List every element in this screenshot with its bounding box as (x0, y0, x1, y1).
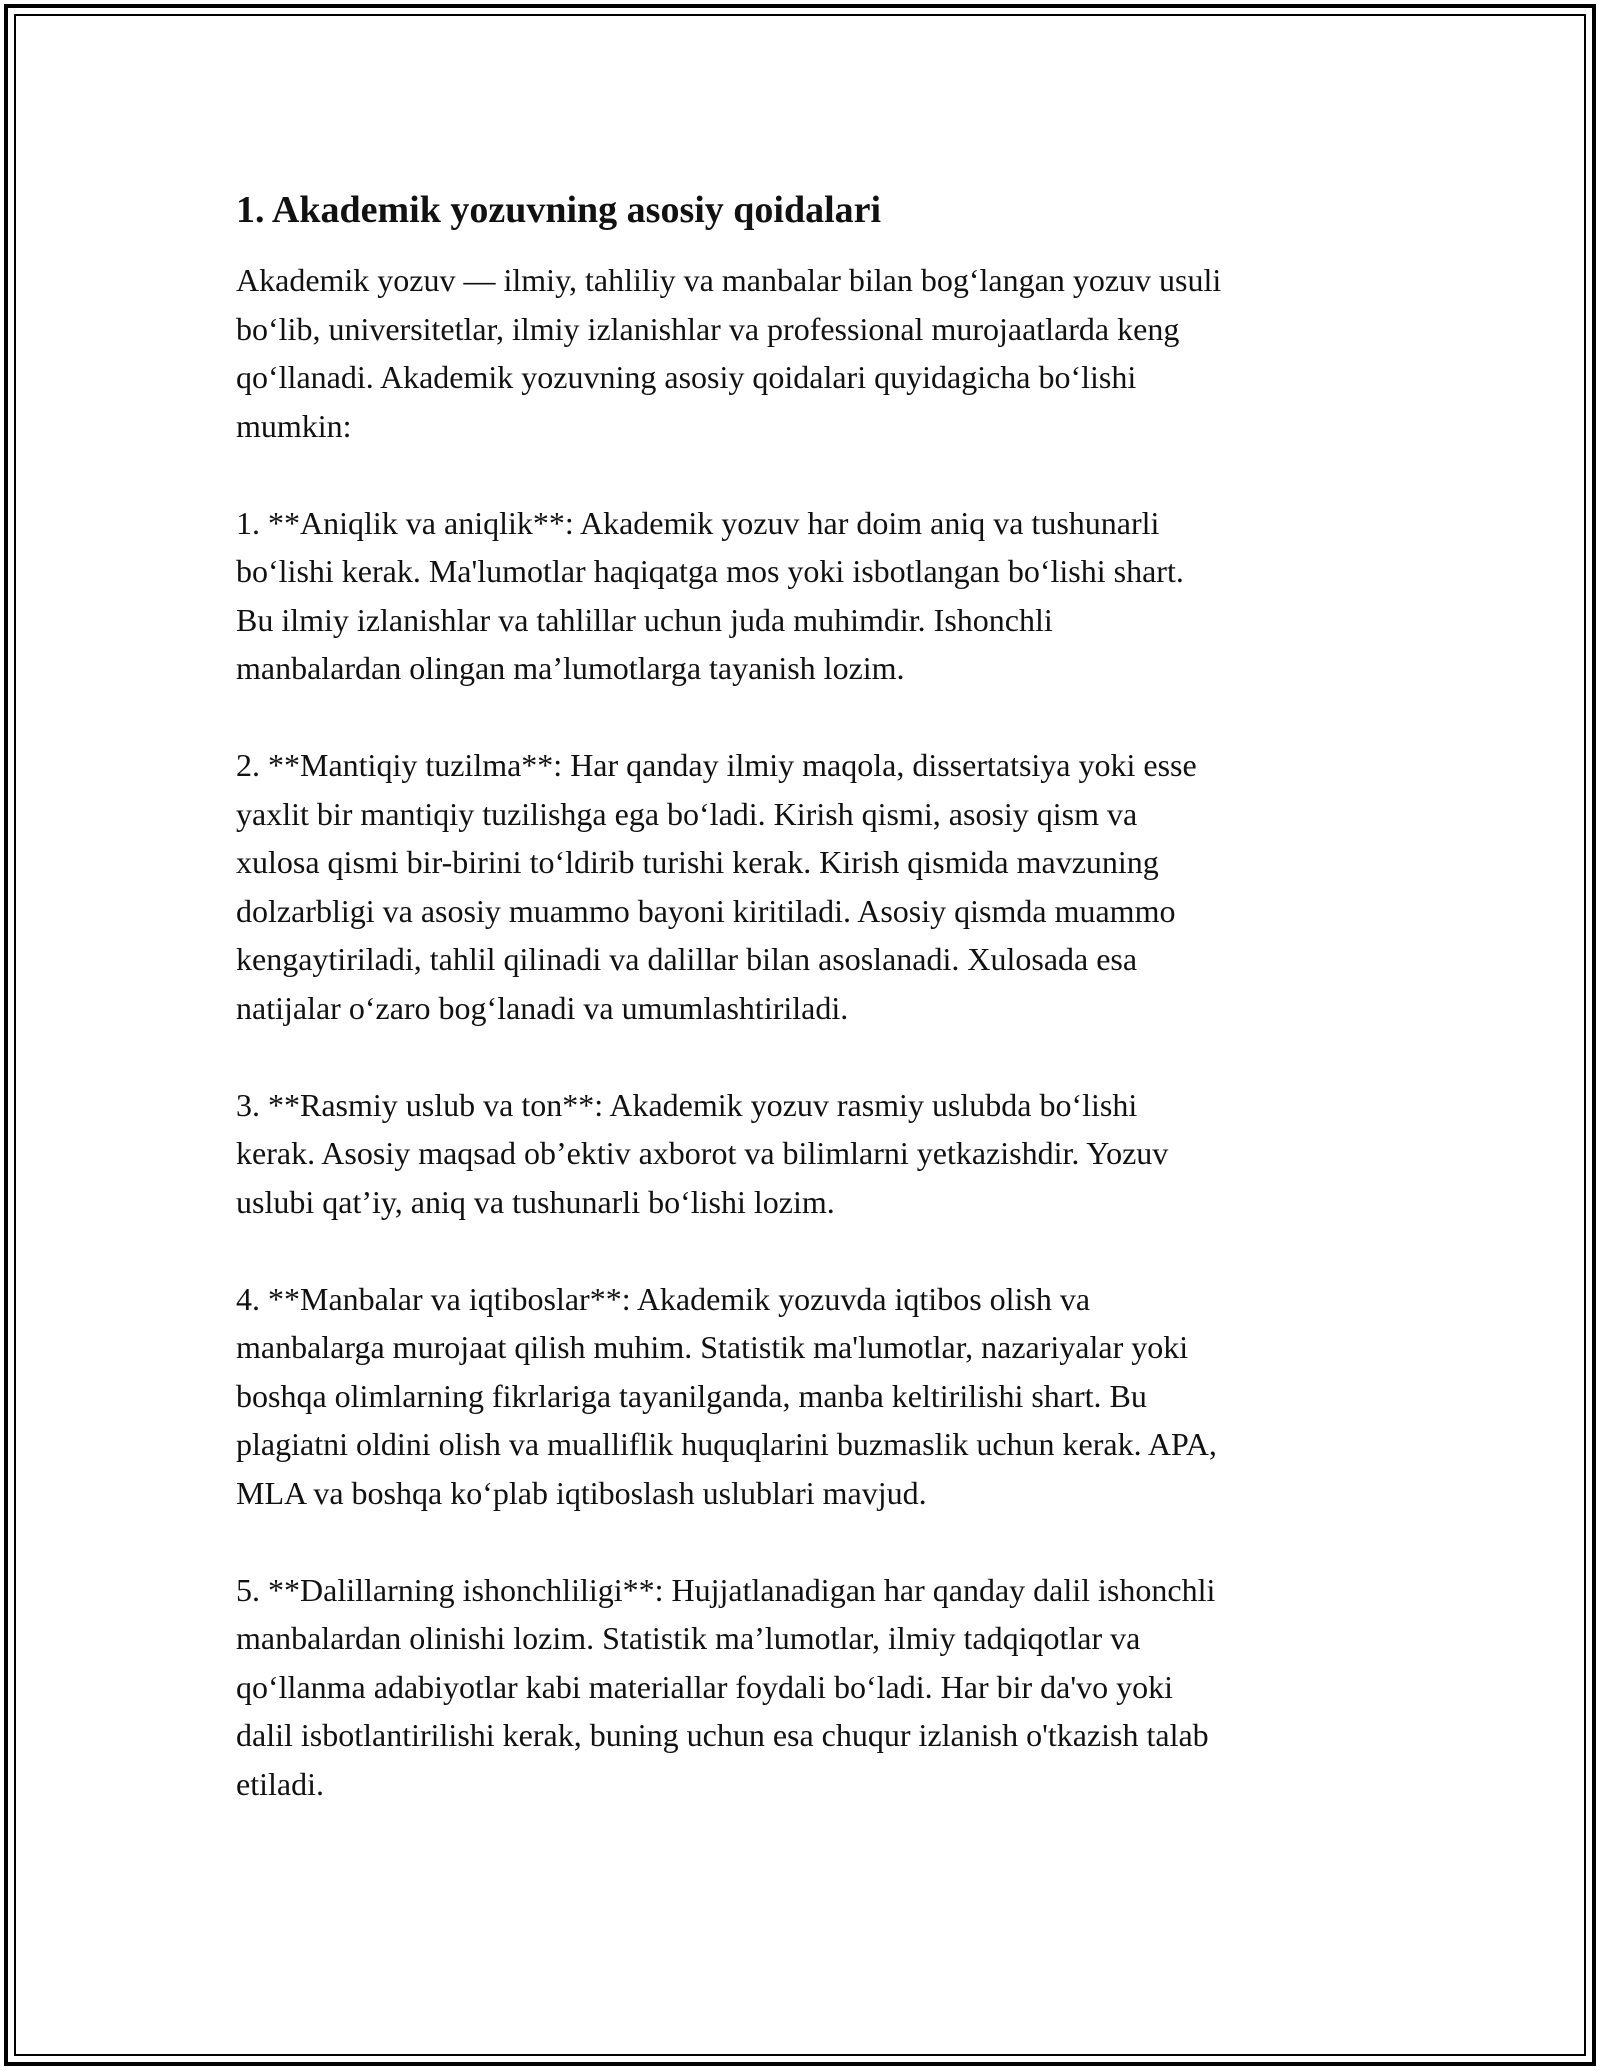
list-item-evidence-reliability: 5. **Dalillarning ishonchliligi**: Hujjatlanadigan har qanday dalil ishonchli manbalardan olinishi lozim. Statistik ma’lumotlar, ilmiy tadqiqotlar va qo‘llanma adabiyotlar kabi materiallar foydali bo‘ladi. Har bir da'vo yoki dalil isbotlantirilishi kerak, buning uchun esa chuqur izlanish o'tkazish talab etiladi. (236, 1571, 1216, 1802)
list-item-logical-structure: 2. **Mantiqiy tuzilma**: Har qanday ilmiy maqola, dissertatsiya yoki esse yaxlit bir mantiqiy tuzilishga ega bo‘ladi. Kirish qismi, asosiy qism va xulosa qismi bir-birini to‘ldirib turishi kerak. Kirish qismida mavzuning dolzarbligi va asosiy muammo bayoni kiritiladi. Asosiy qismda muammo kengaytiriladi, tahlil qilinadi va dalillar bilan asoslanadi. Xulosada esa natijalar o‘zaro bog‘lanadi va umumlashtiriladi. (236, 747, 1197, 1026)
intro-paragraph: Akademik yozuv — ilmiy, tahliliy va manbalar bilan bog‘langan yozuv usuli bo‘lib, universitetlar, ilmiy izlanishlar va professional murojaatlarda keng qo‘llanadi. Akademik yozuvning asosiy qoidalari quyidagicha bo‘lishi mumkin: (236, 262, 1222, 444)
list-item-sources-citations: 4. **Manbalar va iqtiboslar**: Akademik yozuvda iqtibos olish va manbalarga murojaat qilish muhim. Statistik ma'lumotlar, nazariyalar yoki boshqa olimlarning fikrlariga tayanilganda, manba keltirilishi shart. Bu plagiatni oldini olish va mualliflik huquqlarini buzmaslik uchun kerak. APA, MLA va boshqa ko‘plab iqtiboslash uslublari mavjud. (236, 1280, 1217, 1511)
list-item-formal-style: 3. **Rasmiy uslub va ton**: Akademik yozuv rasmiy uslubda bo‘lishi kerak. Asosiy maqsad ob’ektiv axborot va bilimlarni yetkazishdir. Yozuv uslubi qat’iy, aniq va tushunarli bo‘lishi lozim. (236, 1086, 1169, 1220)
document-title: 1. Akademik yozuvning asosiy qoidalari (236, 189, 882, 231)
list-item-accuracy: 1. **Aniqlik va aniqlik**: Akademik yozuv har doim aniq va tushunarli bo‘lishi kerak. Ma'lumotlar haqiqatga mos yoki isbotlangan bo‘lishi shart. Bu ilmiy izlanishlar va tahlillar uchun juda muhimdir. Ishonchli manbalardan olingan ma’lumotlarga tayanish lozim. (236, 504, 1184, 686)
document-body (236, 186, 1376, 1857)
